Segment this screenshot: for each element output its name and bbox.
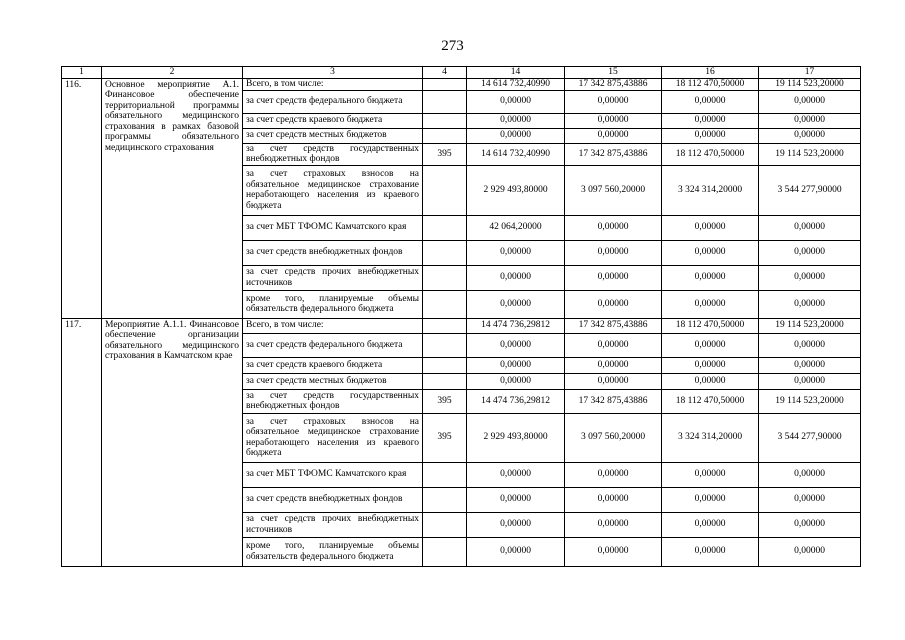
value-cell-15: 17 342 875,43886	[565, 389, 662, 413]
value-cell-16: 0,00000	[662, 537, 759, 566]
budget-code-cell	[423, 240, 467, 265]
value-cell-16: 0,00000	[662, 290, 759, 318]
funding-source-cell: кроме того, планируемые объемы обязательств федерального бюджета	[243, 537, 423, 566]
value-cell-17: 0,00000	[759, 215, 861, 240]
funding-source-cell: за счет средств государственных внебюджетных фондов	[243, 389, 423, 413]
value-cell-14: 0,00000	[467, 90, 565, 113]
value-cell-17: 19 114 523,20000	[759, 318, 861, 333]
value-cell-14: 0,00000	[467, 537, 565, 566]
value-cell-17: 19 114 523,20000	[759, 143, 861, 165]
value-cell-15: 0,00000	[565, 462, 662, 487]
funding-source-cell: за счет средств внебюджетных фондов	[243, 487, 423, 512]
column-header: 16	[662, 67, 759, 79]
value-cell-17: 0,00000	[759, 373, 861, 389]
value-cell-17: 0,00000	[759, 462, 861, 487]
funding-source-cell: за счет средств местных бюджетов	[243, 373, 423, 389]
value-cell-16: 18 112 470,50000	[662, 318, 759, 333]
value-cell-17: 0,00000	[759, 240, 861, 265]
value-cell-16: 3 324 314,20000	[662, 165, 759, 215]
funding-source-cell: за счет средств краевого бюджета	[243, 357, 423, 373]
value-cell-16: 0,00000	[662, 462, 759, 487]
value-cell-15: 17 342 875,43886	[565, 318, 662, 333]
value-cell-17: 0,00000	[759, 487, 861, 512]
value-cell-15: 0,00000	[565, 240, 662, 265]
value-cell-14: 14 474 736,29812	[467, 389, 565, 413]
funding-source-cell: за счет средств прочих внебюджетных источников	[243, 265, 423, 290]
page-number: 273	[441, 38, 464, 54]
funding-source-cell: за счет средств местных бюджетов	[243, 128, 423, 143]
value-cell-17: 0,00000	[759, 128, 861, 143]
value-cell-14: 0,00000	[467, 128, 565, 143]
column-header: 1	[62, 67, 102, 79]
value-cell-14: 0,00000	[467, 373, 565, 389]
budget-code-cell	[423, 290, 467, 318]
table-row	[62, 318, 861, 333]
budget-code-cell	[423, 265, 467, 290]
value-cell-16: 0,00000	[662, 215, 759, 240]
budget-code-cell: 395	[423, 143, 467, 165]
value-cell-14: 14 614 732,40990	[467, 78, 565, 90]
value-cell-17: 3 544 277,90000	[759, 413, 861, 462]
funding-source-cell: за счет средств краевого бюджета	[243, 113, 423, 128]
budget-code-cell	[423, 487, 467, 512]
value-cell-16: 18 112 470,50000	[662, 389, 759, 413]
funding-source-cell: за счет средств прочих внебюджетных источников	[243, 512, 423, 537]
value-cell-17: 0,00000	[759, 90, 861, 113]
value-cell-16: 0,00000	[662, 357, 759, 373]
value-cell-15: 0,00000	[565, 512, 662, 537]
value-cell-17: 3 544 277,90000	[759, 165, 861, 215]
funding-source-cell: Всего, в том числе:	[243, 318, 423, 333]
funding-source-cell: за счет средств внебюджетных фондов	[243, 240, 423, 265]
activity-name-cell: Мероприятие А.1.1. Финансовое обеспечение организации обязательного медицинского страхования в Камчатском крае	[102, 318, 243, 566]
value-cell-15: 3 097 560,20000	[565, 413, 662, 462]
budget-code-cell	[423, 512, 467, 537]
value-cell-14: 0,00000	[467, 240, 565, 265]
budget-code-cell	[423, 165, 467, 215]
value-cell-15: 17 342 875,43886	[565, 143, 662, 165]
budget-code-cell	[423, 537, 467, 566]
value-cell-14: 0,00000	[467, 357, 565, 373]
column-header: 2	[102, 67, 243, 79]
value-cell-15: 0,00000	[565, 537, 662, 566]
value-cell-17: 0,00000	[759, 512, 861, 537]
budget-code-cell	[423, 78, 467, 90]
value-cell-17: 0,00000	[759, 333, 861, 357]
value-cell-16: 0,00000	[662, 128, 759, 143]
value-cell-15: 0,00000	[565, 265, 662, 290]
budget-table	[61, 66, 861, 567]
value-cell-17: 0,00000	[759, 265, 861, 290]
value-cell-14: 0,00000	[467, 512, 565, 537]
budget-code-cell	[423, 128, 467, 143]
value-cell-17: 0,00000	[759, 113, 861, 128]
value-cell-15: 0,00000	[565, 215, 662, 240]
funding-source-cell: за счет страховых взносов на обязательное медицинское страхование неработающего населения из краевого бюджета	[243, 413, 423, 462]
value-cell-17: 0,00000	[759, 357, 861, 373]
funding-source-cell: за счет МБТ ТФОМС Камчатского края	[243, 215, 423, 240]
table-row	[62, 78, 861, 90]
value-cell-14: 42 064,20000	[467, 215, 565, 240]
value-cell-15: 17 342 875,43886	[565, 78, 662, 90]
header-row	[62, 67, 861, 79]
value-cell-14: 0,00000	[467, 265, 565, 290]
value-cell-16: 0,00000	[662, 113, 759, 128]
row-number-cell: 117.	[62, 318, 102, 566]
value-cell-14: 0,00000	[467, 113, 565, 128]
budget-code-cell	[423, 318, 467, 333]
budget-code-cell	[423, 333, 467, 357]
budget-code-cell	[423, 215, 467, 240]
value-cell-15: 0,00000	[565, 90, 662, 113]
column-header: 4	[423, 67, 467, 79]
value-cell-16: 0,00000	[662, 373, 759, 389]
activity-name-cell: Основное мероприятие А.1. Финансовое обеспечение территориальной программы обязательного медицинского страхования в рамках базовой программы обязательного медицинского страхования	[102, 78, 243, 318]
value-cell-15: 0,00000	[565, 373, 662, 389]
budget-code-cell	[423, 373, 467, 389]
value-cell-14: 14 474 736,29812	[467, 318, 565, 333]
value-cell-17: 19 114 523,20000	[759, 78, 861, 90]
budget-code-cell: 395	[423, 389, 467, 413]
column-header: 14	[467, 67, 565, 79]
value-cell-14: 0,00000	[467, 462, 565, 487]
budget-code-cell	[423, 90, 467, 113]
funding-source-cell: кроме того, планируемые объемы обязательств федерального бюджета	[243, 290, 423, 318]
value-cell-15: 0,00000	[565, 290, 662, 318]
value-cell-14: 2 929 493,80000	[467, 413, 565, 462]
column-header: 17	[759, 67, 861, 79]
value-cell-16: 0,00000	[662, 265, 759, 290]
value-cell-16: 0,00000	[662, 333, 759, 357]
value-cell-16: 0,00000	[662, 487, 759, 512]
row-number-cell: 116.	[62, 78, 102, 318]
value-cell-15: 0,00000	[565, 357, 662, 373]
value-cell-16: 0,00000	[662, 512, 759, 537]
funding-source-cell: за счет страховых взносов на обязательное медицинское страхование неработающего населения из краевого бюджета	[243, 165, 423, 215]
value-cell-17: 0,00000	[759, 537, 861, 566]
value-cell-14: 0,00000	[467, 333, 565, 357]
value-cell-16: 18 112 470,50000	[662, 143, 759, 165]
value-cell-16: 3 324 314,20000	[662, 413, 759, 462]
value-cell-16: 0,00000	[662, 90, 759, 113]
budget-code-cell: 395	[423, 413, 467, 462]
value-cell-14: 14 614 732,40990	[467, 143, 565, 165]
value-cell-15: 0,00000	[565, 113, 662, 128]
value-cell-14: 0,00000	[467, 487, 565, 512]
funding-source-cell: Всего, в том числе:	[243, 78, 423, 90]
value-cell-15: 0,00000	[565, 333, 662, 357]
column-header: 15	[565, 67, 662, 79]
funding-source-cell: за счет МБТ ТФОМС Камчатского края	[243, 462, 423, 487]
value-cell-17: 19 114 523,20000	[759, 389, 861, 413]
value-cell-16: 0,00000	[662, 240, 759, 265]
funding-source-cell: за счет средств федерального бюджета	[243, 333, 423, 357]
value-cell-16: 18 112 470,50000	[662, 78, 759, 90]
value-cell-14: 0,00000	[467, 290, 565, 318]
value-cell-14: 2 929 493,80000	[467, 165, 565, 215]
funding-source-cell: за счет средств государственных внебюджетных фондов	[243, 143, 423, 165]
funding-source-cell: за счет средств федерального бюджета	[243, 90, 423, 113]
value-cell-15: 0,00000	[565, 128, 662, 143]
value-cell-15: 0,00000	[565, 487, 662, 512]
column-header: 3	[243, 67, 423, 79]
budget-code-cell	[423, 357, 467, 373]
value-cell-15: 3 097 560,20000	[565, 165, 662, 215]
value-cell-17: 0,00000	[759, 290, 861, 318]
budget-code-cell	[423, 462, 467, 487]
budget-code-cell	[423, 113, 467, 128]
